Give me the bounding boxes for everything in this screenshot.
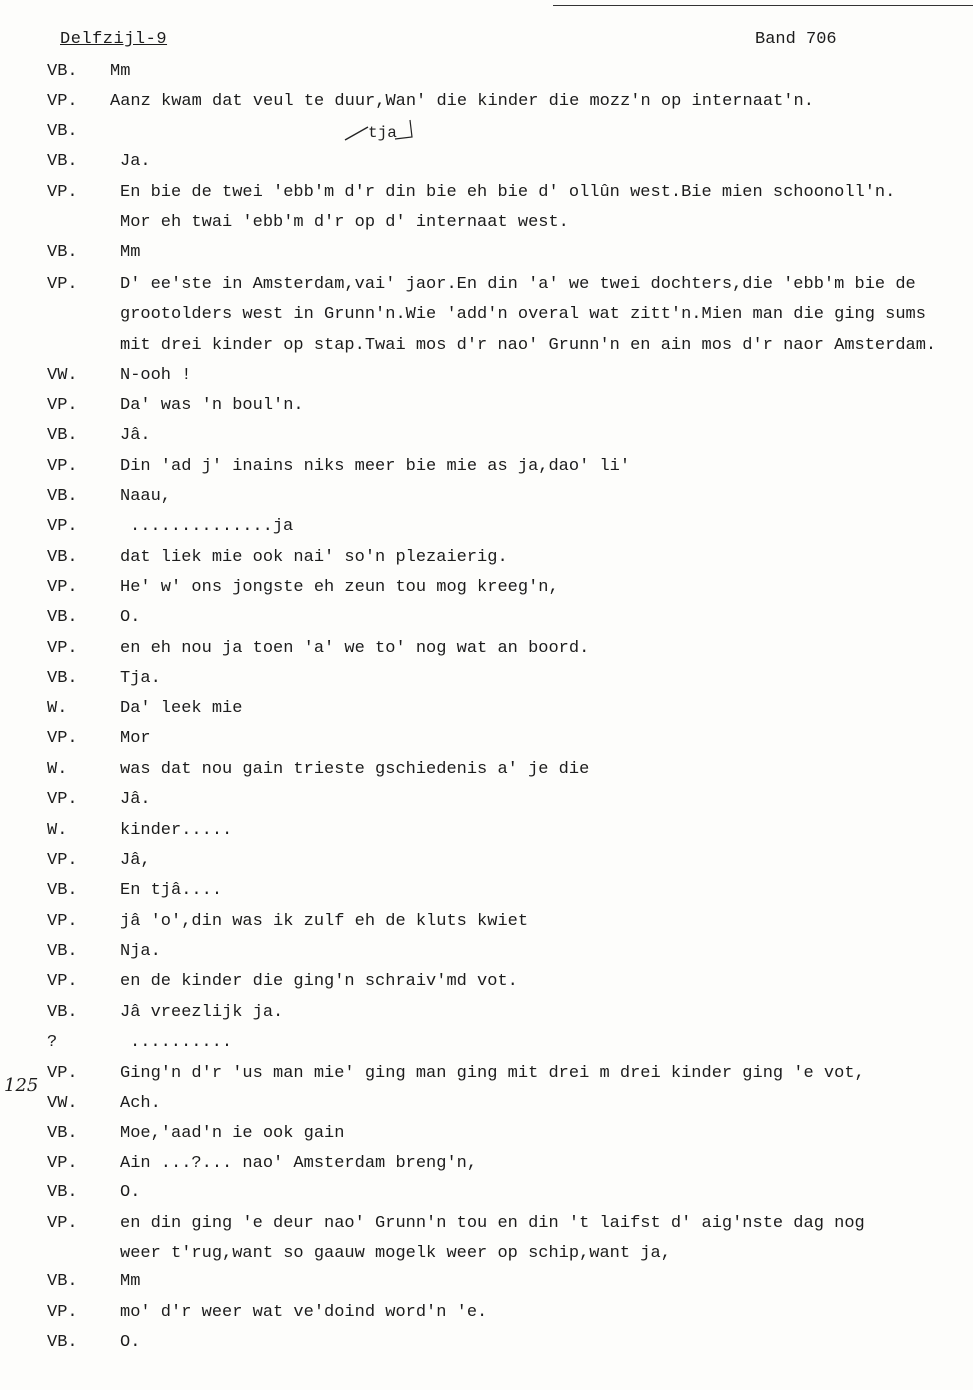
utterance-text: Jâ vreezlijk ja. (120, 1003, 284, 1022)
speaker-label: VP. (47, 1064, 78, 1083)
utterance-text: O. (120, 1183, 141, 1202)
transcript-line (0, 729, 973, 755)
utterance-text: en eh nou ja toen 'a' we to' nog wat an boord. (120, 639, 590, 658)
utterance-text: mo' d'r weer wat ve'doind word'n 'e. (120, 1303, 488, 1322)
speaker-label: W. (47, 699, 68, 718)
speaker-label: VP. (47, 972, 78, 991)
utterance-text: Mm (110, 62, 131, 81)
speaker-label: VB. (47, 243, 78, 262)
utterance-text: D' ee'ste in Amsterdam,vai' jaor.En din 'a' we twei dochters,die 'ebb'm bie de (120, 275, 916, 294)
margin-note: 125 (4, 1075, 39, 1096)
document-header-band: Band 706 (755, 30, 837, 49)
utterance-text: Mm (120, 243, 141, 262)
transcript-line (0, 851, 973, 877)
transcript-line (0, 972, 973, 998)
speaker-label: VP. (47, 790, 78, 809)
transcript-line (0, 183, 973, 209)
speaker-label: VB. (47, 1124, 78, 1143)
annotation-text: tja (368, 124, 397, 142)
transcript-line (0, 912, 973, 938)
speaker-label: VP. (47, 457, 78, 476)
speaker-label: VB. (47, 669, 78, 688)
utterance-text: jâ 'o',din was ik zulf eh de kluts kwiet (120, 912, 529, 931)
transcript-line (0, 243, 973, 269)
speaker-label: VB. (47, 1333, 78, 1352)
transcript-line (0, 1033, 973, 1059)
transcript-line (0, 336, 973, 362)
transcript-line (0, 639, 973, 665)
transcript-line (0, 275, 973, 301)
speaker-label: VP. (47, 396, 78, 415)
utterance-text: weer t'rug,want so gaauw mogelk weer op schip,want ja, (120, 1244, 671, 1263)
speaker-label: VB. (47, 942, 78, 961)
transcript-line (0, 1064, 973, 1090)
utterance-text: mit drei kinder op stap.Twai mos d'r nao' Grunn'n en ain mos d'r naor Amsterdam. (120, 336, 937, 355)
utterance-text: Din 'ad j' inains niks meer bie mie as ja,dao' li' (120, 457, 631, 476)
speaker-label: VP. (47, 1303, 78, 1322)
speaker-label: VP. (47, 851, 78, 870)
transcript-line (0, 1003, 973, 1029)
utterance-text: En tjâ.... (120, 881, 223, 900)
transcript-line (0, 1154, 973, 1180)
utterance-text: Da' was 'n boul'n. (120, 396, 304, 415)
transcript-line (0, 305, 973, 331)
transcript-line (0, 92, 973, 118)
utterance-text: en de kinder die ging'n schraiv'md vot. (120, 972, 518, 991)
speaker-label: VP. (47, 275, 78, 294)
transcript-line (0, 1244, 973, 1270)
speaker-label: VW. (47, 366, 78, 385)
utterance-text: Ging'n d'r 'us man mie' ging man ging mit drei m drei kinder ging 'e vot, (120, 1064, 865, 1083)
transcript-line (0, 457, 973, 483)
speaker-label: ? (47, 1033, 58, 1052)
speaker-label: VP. (47, 912, 78, 931)
transcript-line (0, 1183, 973, 1209)
transcript-line (0, 881, 973, 907)
speaker-label: VB. (47, 608, 78, 627)
speaker-label: VP. (47, 183, 78, 202)
utterance-text: O. (120, 608, 141, 627)
utterance-text: Jâ, (120, 851, 151, 870)
transcript-line (0, 487, 973, 513)
speaker-label: VP. (47, 729, 78, 748)
utterance-text: Ain ...?... nao' Amsterdam breng'n, (120, 1154, 478, 1173)
speaker-label: VB. (47, 122, 78, 141)
transcript-line (0, 821, 973, 847)
utterance-text: Ach. (120, 1094, 161, 1113)
transcript-line (0, 517, 973, 543)
transcript-line (0, 122, 973, 148)
utterance-text: N-ooh ! (120, 366, 192, 385)
transcript-line (0, 548, 973, 574)
transcript-line (0, 790, 973, 816)
transcript-line (0, 62, 973, 88)
speaker-label: VB. (47, 152, 78, 171)
transcript-line (0, 1214, 973, 1240)
transcript-line (0, 1303, 973, 1329)
transcript-line (0, 152, 973, 178)
transcript-line (0, 213, 973, 239)
speaker-label: VP. (47, 578, 78, 597)
transcript-line (0, 366, 973, 392)
speaker-label: VB. (47, 1272, 78, 1291)
transcript-line (0, 1094, 973, 1120)
utterance-text: dat liek mie ook nai' so'n plezaierig. (120, 548, 508, 567)
transcript-line (0, 1124, 973, 1150)
utterance-text: was dat nou gain trieste gschiedenis a' je die (120, 760, 590, 779)
utterance-text: O. (120, 1333, 141, 1352)
document-header-location: Delfzijl-9 (60, 30, 168, 49)
transcript-line (0, 760, 973, 786)
transcript-line (0, 669, 973, 695)
speaker-label: VP. (47, 1154, 78, 1173)
speaker-label: VB. (47, 487, 78, 506)
utterance-text: Mor eh twai 'ebb'm d'r op d' internaat west. (120, 213, 569, 232)
utterance-text: Mm (120, 1272, 141, 1291)
transcript-line (0, 699, 973, 725)
transcript-line (0, 396, 973, 422)
transcript-line (0, 578, 973, 604)
speaker-label: W. (47, 760, 68, 779)
utterance-text: Da' leek mie (120, 699, 243, 718)
utterance-text: grootolders west in Grunn'n.Wie 'add'n overal wat zitt'n.Mien man die ging sums (120, 305, 926, 324)
speaker-label: VB. (47, 62, 78, 81)
utterance-text: Aanz kwam dat veul te duur,Wan' die kinder die mozz'n op internaat'n. (110, 92, 814, 111)
transcript-line (0, 608, 973, 634)
transcript-line (0, 1272, 973, 1298)
utterance-text: ..............ja (130, 517, 294, 536)
utterance-text: Jâ. (120, 426, 151, 445)
utterance-text: Tja. (120, 669, 161, 688)
speaker-label: VP. (47, 639, 78, 658)
speaker-label: VB. (47, 881, 78, 900)
transcript-line (0, 1333, 973, 1359)
speaker-label: VP. (47, 92, 78, 111)
speaker-label: VB. (47, 426, 78, 445)
speaker-label: VB. (47, 1003, 78, 1022)
utterance-text: Naau, (120, 487, 172, 506)
utterance-text: Ja. (120, 152, 151, 171)
speaker-label: VP. (47, 1214, 78, 1233)
speaker-label: W. (47, 821, 68, 840)
transcript-line (0, 426, 973, 452)
utterance-text: Mor (120, 729, 151, 748)
speaker-label: VW. (47, 1094, 78, 1113)
utterance-text: Moe,'aad'n ie ook gain (120, 1124, 345, 1143)
utterance-text: .......... (130, 1033, 233, 1052)
utterance-text: En bie de twei 'ebb'm d'r din bie eh bie d' ollûn west.Bie mien schoonoll'n. (120, 183, 896, 202)
utterance-text: He' w' ons jongste eh zeun tou mog kreeg'n, (120, 578, 559, 597)
utterance-text: Jâ. (120, 790, 151, 809)
speaker-label: VP. (47, 517, 78, 536)
utterance-text: Nja. (120, 942, 161, 961)
utterance-text: en din ging 'e deur nao' Grunn'n tou en din 't laifst d' aig'nste dag nog (120, 1214, 865, 1233)
speaker-label: VB. (47, 548, 78, 567)
speaker-label: VB. (47, 1183, 78, 1202)
transcript-line (0, 942, 973, 968)
utterance-text: kinder..... (120, 821, 233, 840)
